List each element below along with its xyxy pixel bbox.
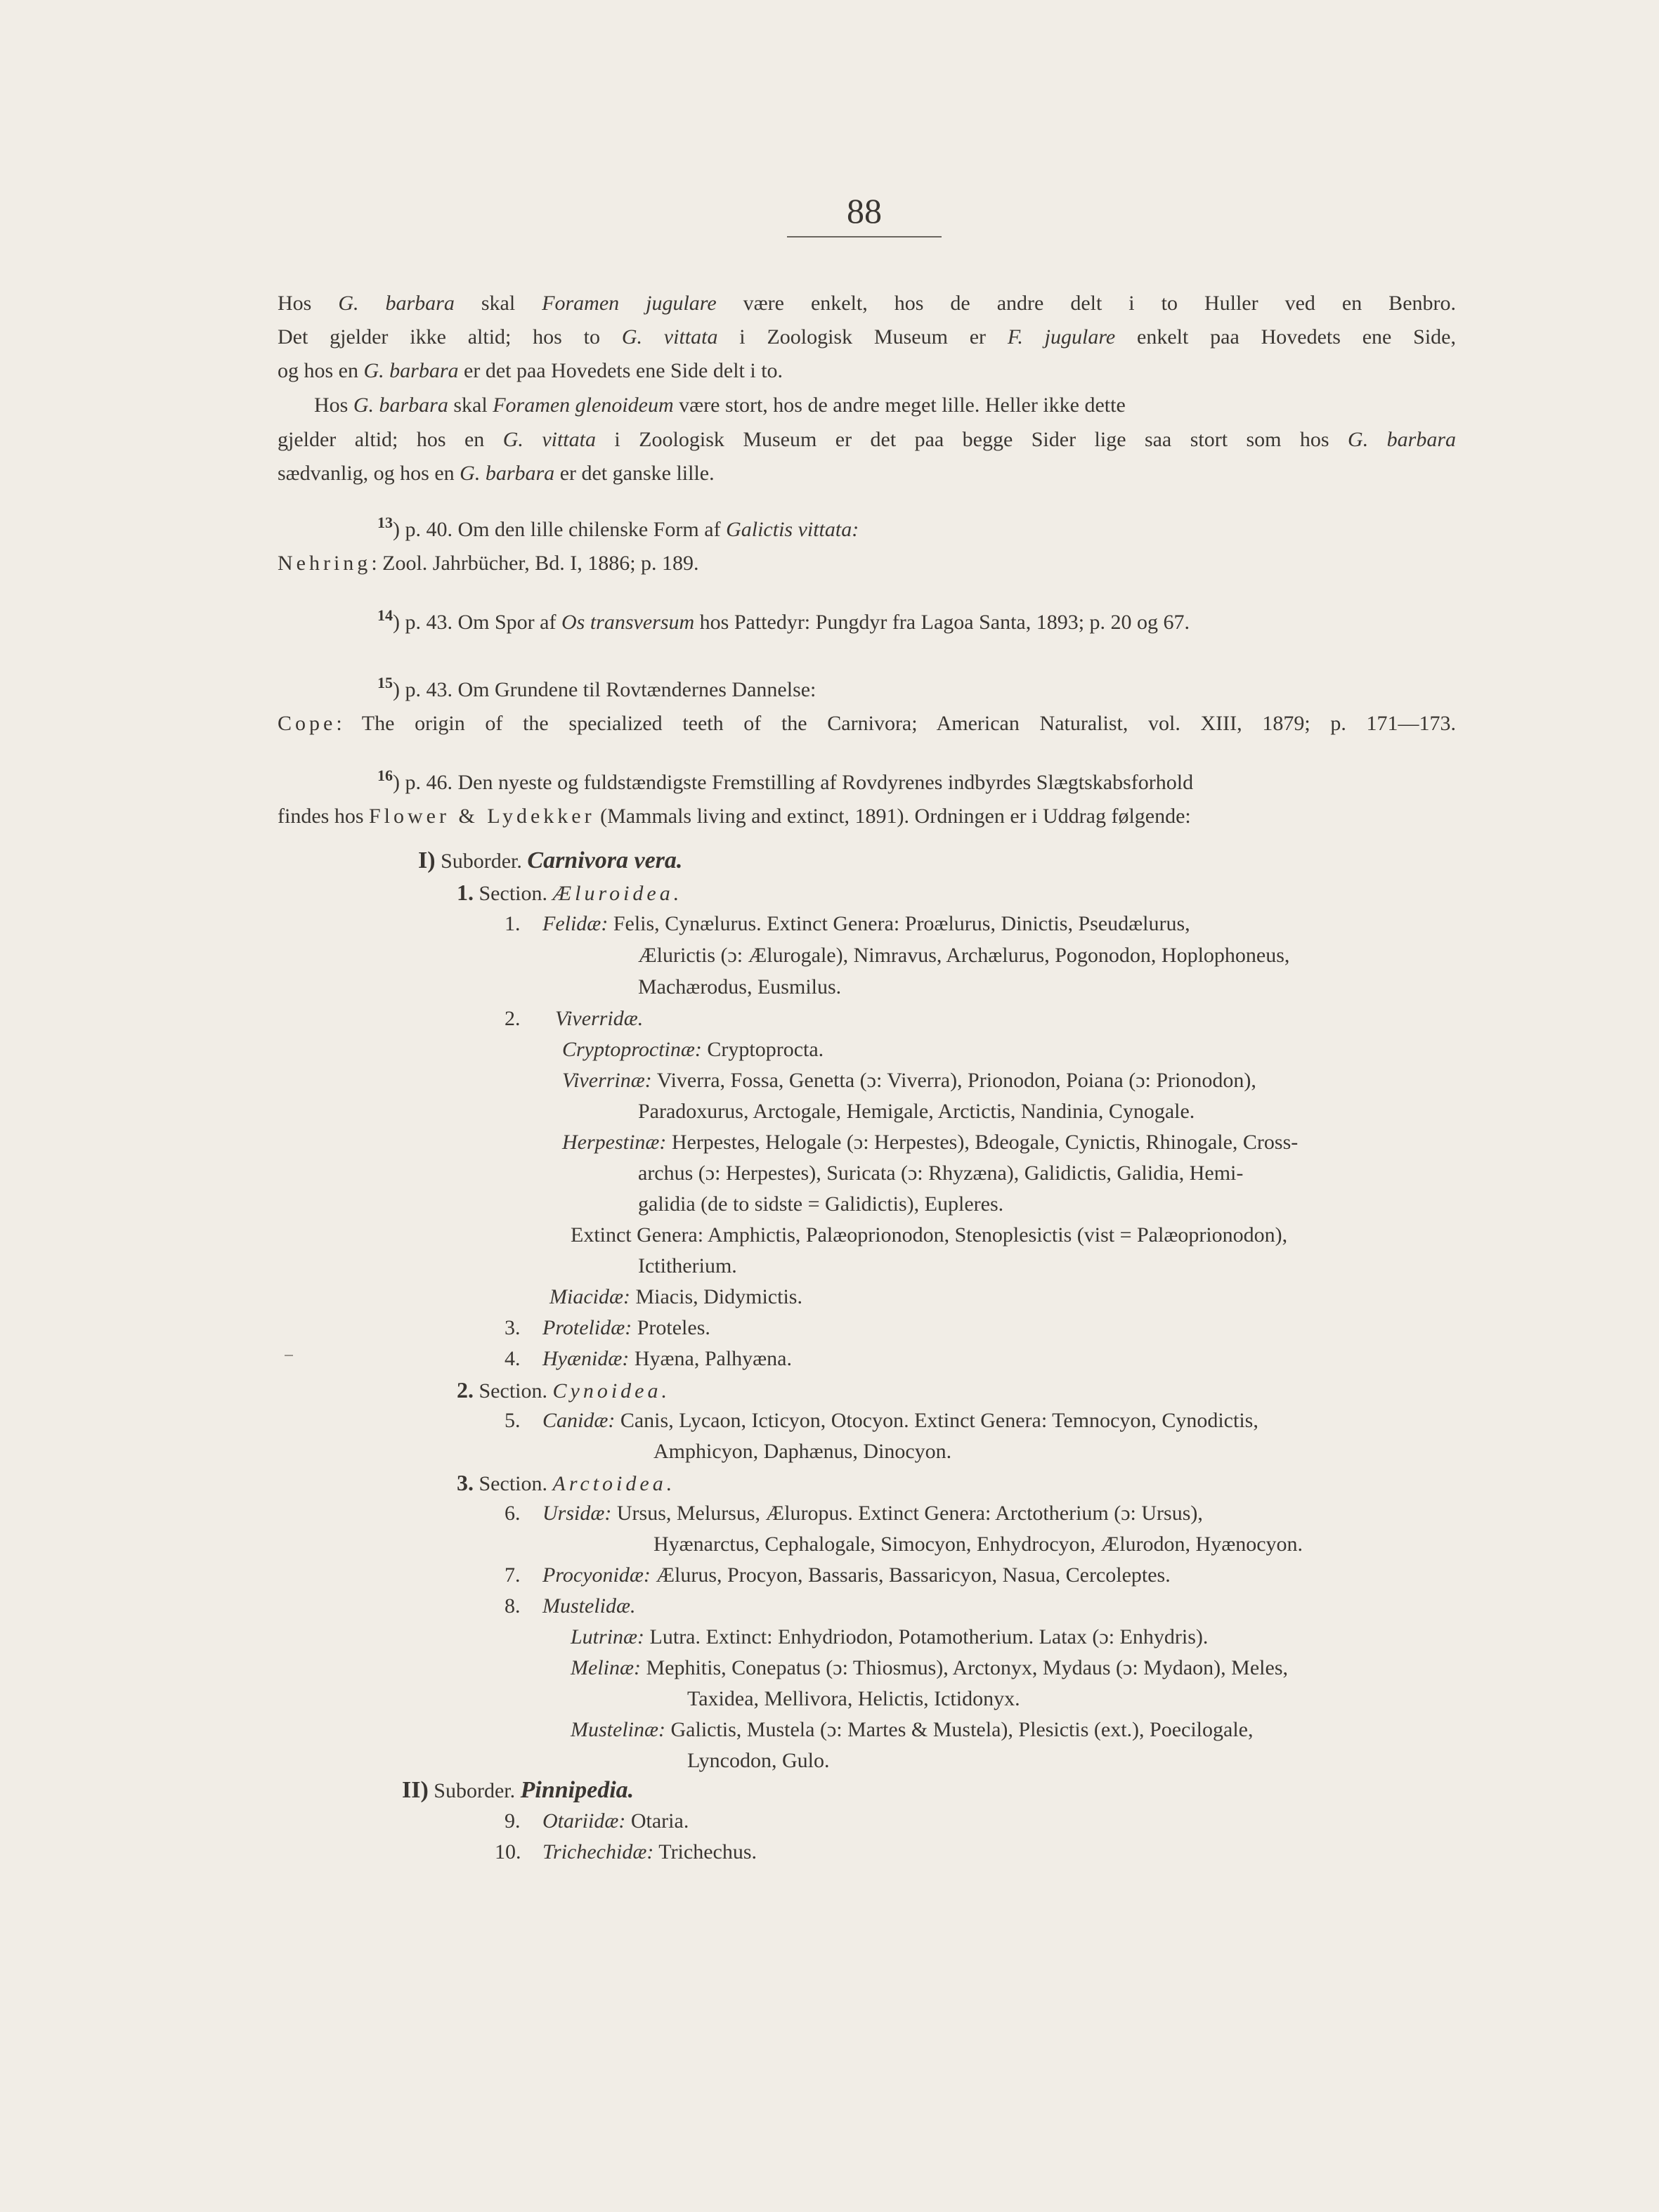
subfamily-mustelinae-line2: Lyncodon, Gulo. [687,1749,830,1772]
extinct-genera-viverridae-line1: Extinct Genera: Amphictis, Palæoprionodon, Stenoplesictis (vist = Palæoprionodon), [571,1223,1288,1247]
footnote-14: $^{14}$) p. 43. Om Spor af Os transversum hos Pattedyr: Pungdyr fra Lagoa Santa, 1893; p. 20 og 67. [377,606,1190,634]
subfamily-melinae-line1: Melinæ: Mephitis, Conepatus (ɔ: Thiosmus), Arctonyx, Mydaus (ɔ: Mydaon), Meles, [571,1656,1288,1679]
footnote-15-line2: Cope: The origin of the specialized teeth of the Carnivora; American Naturalist, vol. XIII, 1879; p. 171—173. [278,712,1456,735]
family-6-num: 6. [505,1502,521,1525]
subfamily-melinae-line2: Taxidea, Mellivora, Helictis, Ictidonyx. [687,1687,1020,1710]
section-2: 2. Section. Cynoidea. [457,1377,670,1403]
subfamily-cryptoproctinae: Cryptoproctinæ: Cryptoprocta. [562,1038,824,1061]
family-4: Hyænidæ: Hyæna, Palhyæna. [542,1347,792,1370]
para1-line2: Det gjelder ikke altid; hos to G. vittata i Zoologisk Museum er F. jugulare enkelt paa Hovedets ene Side, [278,325,1456,349]
family-8-num: 8. [505,1594,521,1618]
family-2: Viverridæ. [555,1007,644,1030]
subfamily-herpestinae-line1: Herpestinæ: Herpestes, Helogale (ɔ: Herpestes), Bdeogale, Cynictis, Rhinogale, Cross- [562,1131,1299,1154]
footnote-16-line2: findes hos Flower & Lydekker (Mammals living and extinct, 1891). Ordningen er i Uddrag følgende: [278,805,1191,828]
family-1-line3: Machærodus, Eusmilus. [638,975,842,998]
page-number: 88 [787,190,942,238]
para2-line1: Hos G. barbara skal Foramen glenoideum være stort, hos de andre meget lille. Heller ikke dette [314,393,1126,417]
family-9: Otariidæ: Otaria. [542,1809,689,1833]
family-3-num: 3. [505,1316,521,1339]
margin-mark [285,1355,293,1356]
extinct-genera-viverridae-line2: Ictitherium. [638,1254,737,1277]
para1-line3: og hos en G. barbara er det paa Hovedets ene Side delt i to. [278,359,783,382]
section-1: 1. Section. Æluroidea. [457,880,683,905]
subfamily-herpestinae-line2: archus (ɔ: Herpestes), Suricata (ɔ: Rhyzæna), Galidictis, Galidia, Hemi- [638,1162,1244,1185]
family-8: Mustelidæ. [542,1594,636,1618]
family-6-line2: Hyænarctus, Cephalogale, Simocyon, Enhydrocyon, Ælurodon, Hyænocyon. [653,1533,1303,1556]
subfamily-viverrinae-line1: Viverrinæ: Viverra, Fossa, Genetta (ɔ: Viverra), Prionodon, Poiana (ɔ: Prionodon), [562,1069,1256,1092]
family-5-line1: Canidæ: Canis, Lycaon, Icticyon, Otocyon. Extinct Genera: Temnocyon, Cynodictis, [542,1409,1258,1432]
family-6-line1: Ursidæ: Ursus, Melursus, Æluropus. Extinct Genera: Arctotherium (ɔ: Ursus), [542,1502,1203,1525]
footnote-15-line1: $^{15}$) p. 43. Om Grundene til Rovtændernes Dannelse: [377,674,817,701]
subfamily-mustelinae-line1: Mustelinæ: Galictis, Mustela (ɔ: Martes & Mustela), Plesictis (ext.), Poecilogale, [571,1718,1254,1741]
family-3: Protelidæ: Proteles. [542,1316,710,1339]
family-4-num: 4. [505,1347,521,1370]
family-2-num: 2. [505,1007,521,1030]
para2-line3: sædvanlig, og hos en G. barbara er det ganske lille. [278,462,715,485]
family-5-num: 5. [505,1409,521,1432]
family-7: Procyonidæ: Ælurus, Procyon, Bassaris, Bassaricyon, Nasua, Cercoleptes. [542,1563,1171,1587]
footnote-13-line2: Nehring: Zool. Jahrbücher, Bd. I, 1886; p. 189. [278,552,699,575]
family-7-num: 7. [505,1563,521,1587]
footnote-16-line1: $^{16}$) p. 46. Den nyeste og fuldstændigste Fremstilling af Rovdyrenes indbyrdes Slægtskabsforhold [377,767,1194,794]
family-1-line2: Ælurictis (ɔ: Ælurogale), Nimravus, Archælurus, Pogonodon, Hoplophoneus, [638,944,1290,967]
family-1-num: 1. [505,912,521,935]
family-10-num: 10. [495,1840,521,1863]
subfamily-lutrinae: Lutrinæ: Lutra. Extinct: Enhydriodon, Potamotherium. Latax (ɔ: Enhydris). [571,1625,1209,1648]
footnote-13-line1: $^{13}$) p. 40. Om den lille chilenske Form af Galictis vittata: [377,514,859,541]
suborder-1: I) Suborder. Carnivora vera. [418,847,683,873]
family-5-line2: Amphicyon, Daphænus, Dinocyon. [653,1440,952,1463]
subfamily-herpestinae-line3: galidia (de to sidste = Galidictis), Eupleres. [638,1192,1004,1216]
para2-line2: gjelder altid; hos en G. vittata i Zoologisk Museum er det paa begge Sider lige saa stort som hos G. barbara [278,428,1457,451]
family-miacidae: Miacidæ: Miacis, Didymictis. [549,1285,802,1308]
family-10: Trichechidæ: Trichechus. [542,1840,757,1863]
family-9-num: 9. [505,1809,521,1833]
subfamily-viverrinae-line2: Paradoxurus, Arctogale, Hemigale, Arctictis, Nandinia, Cynogale. [638,1100,1195,1123]
suborder-2: II) Suborder. Pinnipedia. [402,1777,635,1803]
section-3: 3. Section. Arctoidea. [457,1470,676,1495]
para1-line1: Hos G. barbara skal Foramen jugulare være enkelt, hos de andre delt i to Huller ved en Benbro. [278,292,1456,315]
family-1-line1: Felidæ: Felis, Cynælurus. Extinct Genera: Proælurus, Dinictis, Pseudælurus, [542,912,1190,935]
